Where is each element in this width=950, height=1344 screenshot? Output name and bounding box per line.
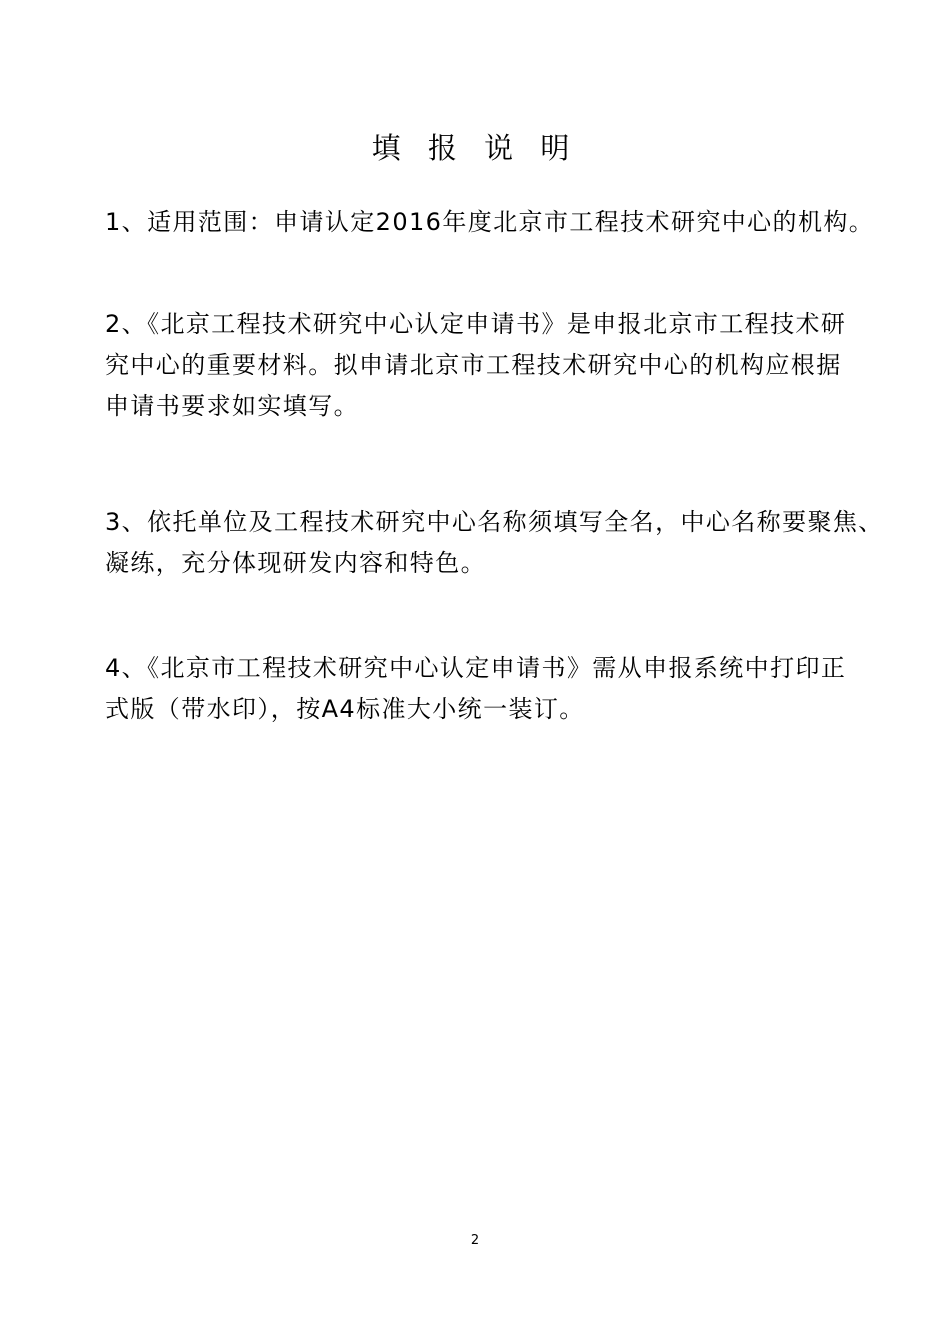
paragraph-line: 凝练，充分体现研发内容和特色。 [105,549,486,577]
instruction-paragraph-1 [105,202,875,243]
paragraph-line: 4、《北京市工程技术研究中心认定申请书》需从申报系统中打印正 [105,654,847,682]
paragraph-line: 1、适用范围：申请认定2016年度北京市工程技术研究中心的机构。 [105,208,875,236]
page-number: 2 [470,1233,480,1248]
instruction-paragraph-4 [105,648,865,730]
page-title: 填 报 说 明 [371,131,579,165]
instruction-paragraph-2 [105,304,865,427]
instruction-paragraph-3 [105,502,884,584]
paragraph-line: 2、《北京工程技术研究中心认定申请书》是申报北京市工程技术研 [105,310,847,338]
paragraph-line: 式版（带水印），按A4标准大小统一装订。 [105,695,585,723]
paragraph-line: 究中心的重要材料。拟申请北京市工程技术研究中心的机构应根据 [105,351,842,379]
paragraph-line: 3、依托单位及工程技术研究中心名称须填写全名，中心名称要聚焦、 [105,508,884,536]
paragraph-line: 申请书要求如实填写。 [105,392,359,420]
